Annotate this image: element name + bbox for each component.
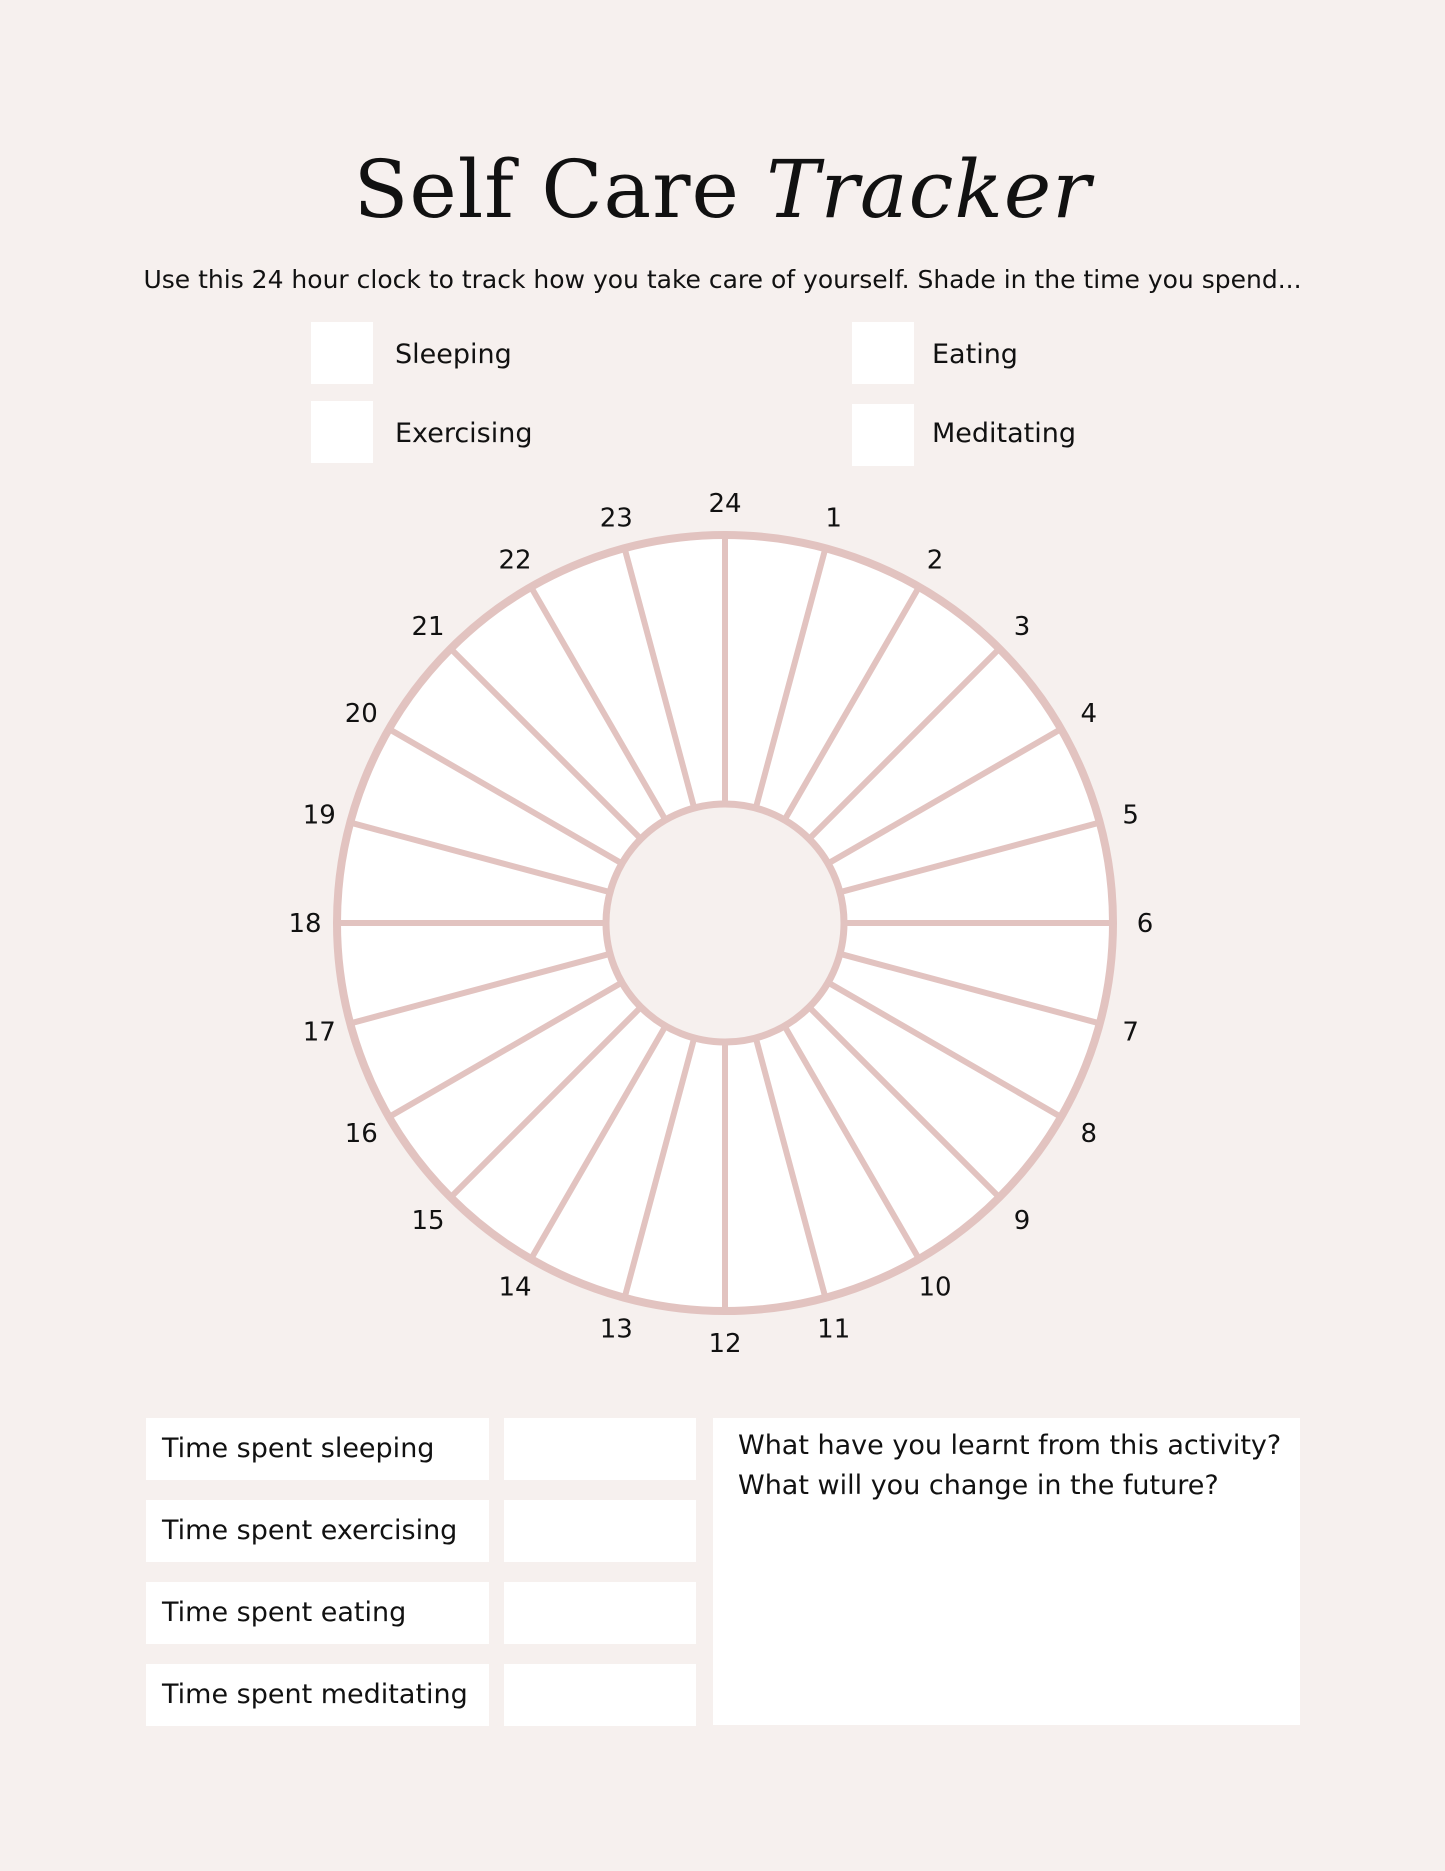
hour-label-5: 5 (1122, 800, 1139, 831)
hour-label-12: 12 (708, 1329, 742, 1359)
hour-label-18: 18 (288, 909, 322, 939)
hour-label-24: 24 (708, 489, 742, 519)
hour-label-15: 15 (411, 1205, 445, 1236)
summary-value-sleeping[interactable] (504, 1418, 696, 1480)
summary-label-meditating: Time spent meditating (162, 1679, 468, 1710)
hour-label-7: 7 (1122, 1017, 1139, 1048)
hour-label-8: 8 (1080, 1119, 1098, 1149)
title-italic: Tracker (766, 143, 1092, 236)
clock-center (606, 804, 844, 1042)
hour-label-2: 2 (926, 545, 944, 576)
hour-label-16: 16 (344, 1119, 378, 1149)
hour-label-19: 19 (302, 800, 336, 831)
hour-label-22: 22 (498, 545, 532, 576)
hour-label-9: 9 (1013, 1205, 1031, 1236)
legend-label-meditating: Meditating (932, 418, 1077, 449)
hour-label-11: 11 (817, 1314, 851, 1345)
instructions-text: Use this 24 hour clock to track how you take care of yourself. Shade in the time you spend... (143, 265, 1302, 294)
summary-value-meditating[interactable] (504, 1664, 696, 1726)
hour-label-17: 17 (302, 1017, 336, 1048)
hour-label-4: 4 (1080, 699, 1098, 729)
hour-label-23: 23 (599, 503, 633, 534)
summary-value-eating[interactable] (504, 1582, 696, 1644)
legend-label-sleeping: Sleeping (395, 339, 512, 370)
hour-label-6: 6 (1136, 909, 1154, 939)
hour-label-10: 10 (918, 1272, 952, 1303)
reflection-box[interactable] (713, 1418, 1300, 1725)
title-main: Self Care (353, 143, 740, 236)
legend-label-eating: Eating (932, 339, 1018, 370)
summary-label-exercising: Time spent exercising (162, 1515, 458, 1546)
hour-label-13: 13 (599, 1314, 633, 1345)
hour-label-3: 3 (1013, 612, 1031, 643)
legend-label-exercising: Exercising (395, 418, 533, 449)
summary-label-sleeping: Time spent sleeping (162, 1433, 435, 1464)
hour-label-14: 14 (498, 1272, 532, 1303)
summary-value-exercising[interactable] (504, 1500, 696, 1562)
reflection-question-1: What have you learnt from this activity? (738, 1430, 1282, 1461)
hour-label-20: 20 (344, 699, 378, 729)
hour-label-21: 21 (411, 612, 445, 643)
reflection-question-2: What will you change in the future? (738, 1470, 1219, 1501)
hour-label-1: 1 (825, 503, 842, 534)
summary-label-eating: Time spent eating (162, 1597, 407, 1628)
